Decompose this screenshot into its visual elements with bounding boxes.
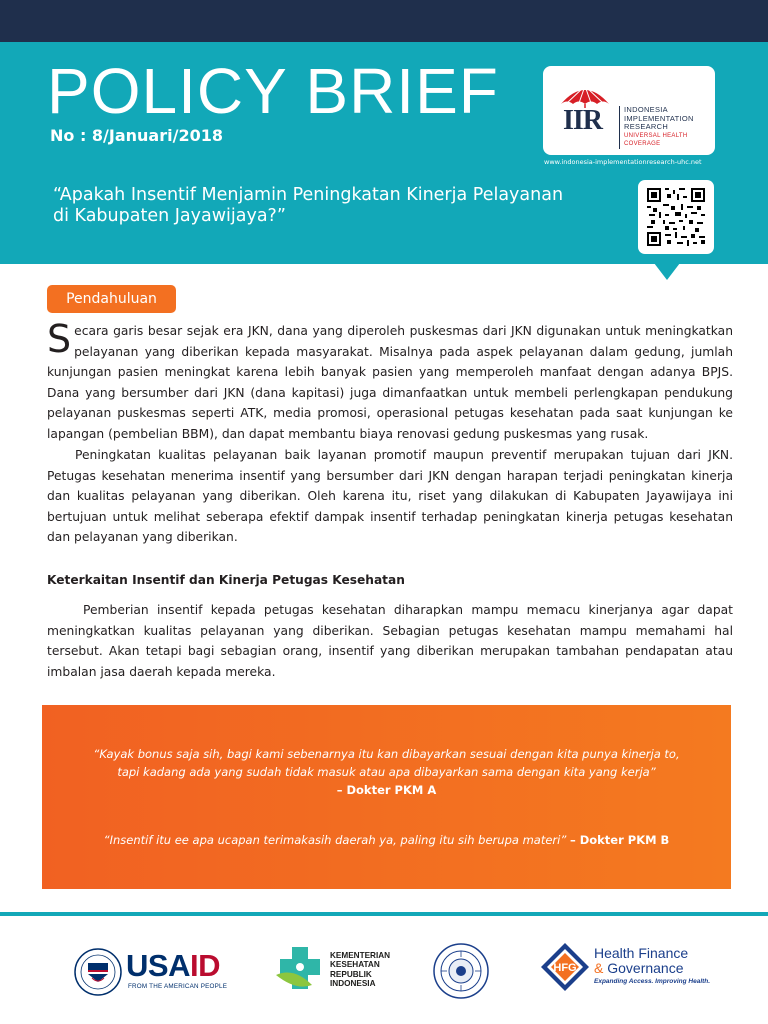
iir-line-4: UNIVERSAL HEALTH COVERAGE	[624, 132, 688, 147]
paragraph-1-text: ecara garis besar sejak era JKN, dana yang diperoleh puskesmas dari JKN digunakan untuk meningkatkan pelayanan yang diberikan kepada masyarakat. Misalnya pada aspek pelayanan dalam gedung, jumlah kunjungan pasien meningkat karena lebih banyak pasien yang memperoleh manfaat dengan adanya BPJS. Dana yang bersumber dari JKN (dana kapitasi) juga dimanfaatkan untuk membeli perlengkapan pendukung pelayanan puskesmas seperti ATK, media promosi, operasional petugas kesehatan pada saat kunjungan ke lapangan (pembelian BBM), dan dapat membantu biaya renovasi gedung puskesmas yang rusak.	[47, 324, 733, 441]
qr-code[interactable]	[638, 180, 714, 254]
hfg-ampersand: &	[594, 960, 604, 976]
section-label-pendahuluan: Pendahuluan	[47, 285, 176, 313]
top-bar	[0, 0, 768, 42]
headline-line-1: “Apakah Insentif Menjamin Peningkatan Kinerja Pelayanan	[53, 185, 564, 205]
hfg-governance: Governance	[603, 960, 684, 976]
usaid-tagline: FROM THE AMERICAN PEOPLE	[128, 983, 228, 990]
kemkes-line-4: INDONESIA	[330, 979, 376, 989]
paragraph-intro	[47, 317, 733, 444]
speech-tail	[654, 263, 680, 280]
qr-code-icon	[646, 188, 706, 246]
quote-1	[42, 745, 731, 799]
iir-line-3: RESEARCH	[624, 122, 669, 131]
paragraph-3: Pemberian insentif kepada petugas kesehatan diharapkan mampu memacu kinerjanya agar dapat meningkatkan kualitas pelayanan yang diberikan. Sebagian petugas kesehatan mampu memahami hal tersebut. Akan tetapi bagi sebagian orang, insentif yang diberikan merupakan tambahan pendapatan atau imbalan jasa daerah kepada mereka.	[47, 603, 733, 679]
kemkes-logo-text	[330, 951, 390, 989]
usaid-logo-text	[126, 950, 220, 982]
iir-logo-text	[619, 106, 715, 149]
quote-1-attribution: – Dokter PKM A	[336, 783, 437, 797]
usaid-usa: USA	[126, 948, 190, 983]
kemkes-line-1: KEMENTERIAN	[330, 951, 391, 960]
paragraph-2: Peningkatan kualitas pelayanan baik layanan promotif maupun preventif merupakan tujuan dari JKN. Petugas kesehatan menerima insentif yang bersumber dari JKN dengan harapan terjadi peningkatan kinerja dan kualitas pelayanan yang diberikan. Oleh karena itu, riset yang dilakukan di Kabupaten Jayawijaya ini bertujuan untuk melihat seberapa efektif dampak insentif terhadap peningkatan kinerja petugas kesehatan dan pelayanan yang diberikan.	[47, 448, 733, 544]
kemkes-line-2: KESEHATAN	[330, 960, 380, 970]
quote-2	[42, 831, 731, 849]
usaid-id: ID	[189, 948, 220, 983]
subheading: Keterkaitan Insentif dan Kinerja Petugas Kesehatan	[47, 573, 405, 587]
quote-2-attribution: – Dokter PKM B	[569, 833, 670, 847]
document-title: POLICY BRIEF	[47, 55, 499, 127]
headline	[53, 185, 633, 227]
quote-box	[42, 705, 731, 889]
hfg-name-line-2	[594, 961, 684, 976]
hfg-name-line-1: Health Finance	[594, 945, 689, 961]
footer-divider	[0, 912, 768, 916]
iir-letters: IIR	[563, 105, 603, 136]
issue-number: No : 8/Januari/2018	[50, 126, 223, 145]
usaid-seal-icon	[74, 948, 122, 996]
kemkes-line-3: REPUBLIK	[330, 969, 372, 979]
drop-cap: S	[47, 317, 72, 361]
quote-2-text: “Insentif itu ee apa ucapan terimakasih daerah ya, paling itu sih berupa materi”	[103, 833, 567, 847]
quote-1-line-1: “Kayak bonus saja sih, bagi kami sebenarnya itu kan dibayarkan sesuai dengan kita punya kinerja to,	[93, 747, 680, 761]
website-url[interactable]: www.indonesia-implementationresearch-uhc.net	[544, 158, 702, 166]
hfg-tagline: Expanding Access. Improving Health.	[594, 978, 711, 985]
hfg-logo-icon	[540, 942, 590, 992]
iir-logo	[543, 66, 715, 155]
kemkes-logo-icon	[274, 945, 326, 991]
iir-line-1: INDONESIA	[624, 105, 668, 114]
quote-1-line-2: tapi kadang ada yang sudah tidak masuk atau apa dibayarkan sama dengan kita yang kerja”	[117, 765, 656, 779]
ugm-seal-icon	[433, 943, 489, 999]
headline-line-2: di Kabupaten Jayawijaya?”	[53, 206, 286, 226]
iir-line-2: IMPLEMENTATION	[624, 113, 694, 123]
hfg-letters: HFG	[553, 962, 577, 974]
